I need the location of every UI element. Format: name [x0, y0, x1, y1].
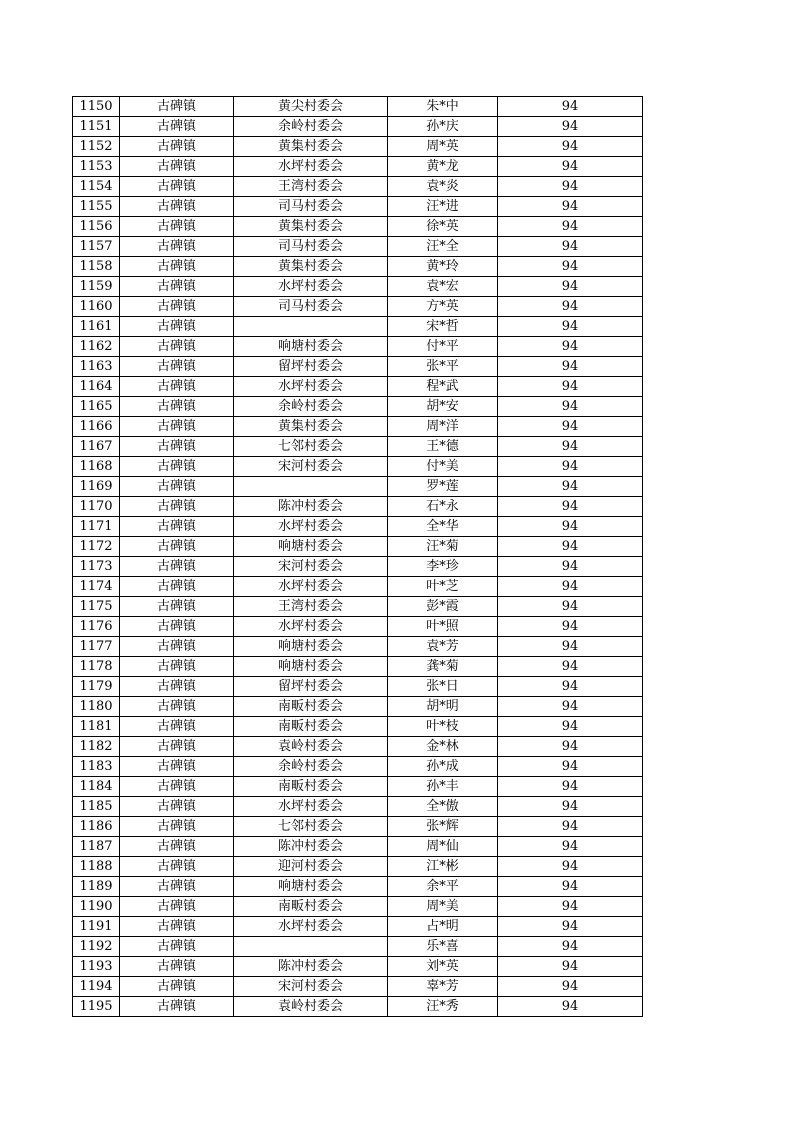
town-cell: 古碑镇 — [120, 197, 234, 217]
table-row — [73, 817, 643, 837]
score-cell: 94 — [498, 157, 643, 177]
town-cell: 古碑镇 — [120, 837, 234, 857]
name-cell: 汪*菊 — [388, 537, 498, 557]
town-cell: 古碑镇 — [120, 297, 234, 317]
row-number-cell: 1165 — [73, 397, 120, 417]
name-cell: 汪*秀 — [388, 997, 498, 1017]
score-cell: 94 — [498, 577, 643, 597]
score-cell: 94 — [498, 437, 643, 457]
name-cell: 孙*成 — [388, 757, 498, 777]
village-committee-cell: 宋河村委会 — [234, 557, 388, 577]
name-cell: 汪*进 — [388, 197, 498, 217]
name-cell: 龚*菊 — [388, 657, 498, 677]
village-committee-cell: 响塘村委会 — [234, 337, 388, 357]
table-row — [73, 557, 643, 577]
village-committee-cell — [234, 937, 388, 957]
village-committee-cell: 司马村委会 — [234, 197, 388, 217]
village-committee-cell: 水坪村委会 — [234, 377, 388, 397]
table-row — [73, 737, 643, 757]
table-row — [73, 677, 643, 697]
village-committee-cell: 响塘村委会 — [234, 657, 388, 677]
row-number-cell: 1156 — [73, 217, 120, 237]
name-cell: 李*珍 — [388, 557, 498, 577]
town-cell: 古碑镇 — [120, 437, 234, 457]
town-cell: 古碑镇 — [120, 237, 234, 257]
name-cell: 余*平 — [388, 877, 498, 897]
town-cell: 古碑镇 — [120, 717, 234, 737]
name-cell: 乐*喜 — [388, 937, 498, 957]
village-committee-cell: 司马村委会 — [234, 237, 388, 257]
table-row — [73, 177, 643, 197]
name-cell: 孙*庆 — [388, 117, 498, 137]
table-row — [73, 137, 643, 157]
row-number-cell: 1187 — [73, 837, 120, 857]
row-number-cell: 1182 — [73, 737, 120, 757]
row-number-cell: 1189 — [73, 877, 120, 897]
table-row — [73, 957, 643, 977]
score-cell: 94 — [498, 297, 643, 317]
table-row — [73, 377, 643, 397]
village-committee-cell: 司马村委会 — [234, 297, 388, 317]
score-cell: 94 — [498, 937, 643, 957]
village-committee-cell: 南畈村委会 — [234, 697, 388, 717]
table-row — [73, 797, 643, 817]
town-cell: 古碑镇 — [120, 977, 234, 997]
table-row — [73, 717, 643, 737]
town-cell: 古碑镇 — [120, 317, 234, 337]
row-number-cell: 1180 — [73, 697, 120, 717]
row-number-cell: 1158 — [73, 257, 120, 277]
score-cell: 94 — [498, 897, 643, 917]
table-row — [73, 317, 643, 337]
score-cell: 94 — [498, 377, 643, 397]
village-committee-cell — [234, 477, 388, 497]
name-cell: 付*平 — [388, 337, 498, 357]
village-committee-cell: 袁岭村委会 — [234, 997, 388, 1017]
row-number-cell: 1172 — [73, 537, 120, 557]
village-committee-cell: 袁岭村委会 — [234, 737, 388, 757]
name-cell: 张*日 — [388, 677, 498, 697]
table-row — [73, 257, 643, 277]
name-cell: 袁*炎 — [388, 177, 498, 197]
table-row — [73, 277, 643, 297]
row-number-cell: 1175 — [73, 597, 120, 617]
town-cell: 古碑镇 — [120, 597, 234, 617]
name-cell: 张*平 — [388, 357, 498, 377]
village-committee-cell: 响塘村委会 — [234, 537, 388, 557]
table-row — [73, 777, 643, 797]
row-number-cell: 1150 — [73, 97, 120, 117]
row-number-cell: 1154 — [73, 177, 120, 197]
row-number-cell: 1181 — [73, 717, 120, 737]
row-number-cell: 1160 — [73, 297, 120, 317]
score-cell: 94 — [498, 797, 643, 817]
village-committee-cell: 南畈村委会 — [234, 777, 388, 797]
name-cell: 张*辉 — [388, 817, 498, 837]
name-cell: 胡*明 — [388, 697, 498, 717]
row-number-cell: 1151 — [73, 117, 120, 137]
table-row — [73, 517, 643, 537]
name-cell: 王*德 — [388, 437, 498, 457]
row-number-cell: 1167 — [73, 437, 120, 457]
score-cell: 94 — [498, 837, 643, 857]
table-row — [73, 917, 643, 937]
name-cell: 袁*芳 — [388, 637, 498, 657]
score-cell: 94 — [498, 957, 643, 977]
score-cell: 94 — [498, 757, 643, 777]
village-committee-cell: 余岭村委会 — [234, 117, 388, 137]
score-cell: 94 — [498, 457, 643, 477]
score-cell: 94 — [498, 357, 643, 377]
row-number-cell: 1170 — [73, 497, 120, 517]
table-row — [73, 217, 643, 237]
row-number-cell: 1178 — [73, 657, 120, 677]
row-number-cell: 1155 — [73, 197, 120, 217]
table-row — [73, 457, 643, 477]
village-committee-cell: 水坪村委会 — [234, 157, 388, 177]
village-committee-cell: 陈冲村委会 — [234, 837, 388, 857]
row-number-cell: 1163 — [73, 357, 120, 377]
score-cell: 94 — [498, 917, 643, 937]
name-cell: 全*华 — [388, 517, 498, 537]
name-cell: 程*武 — [388, 377, 498, 397]
row-number-cell: 1190 — [73, 897, 120, 917]
village-committee-cell: 七邻村委会 — [234, 437, 388, 457]
village-committee-cell: 南畈村委会 — [234, 717, 388, 737]
town-cell: 古碑镇 — [120, 117, 234, 137]
row-number-cell: 1195 — [73, 997, 120, 1017]
name-cell: 胡*安 — [388, 397, 498, 417]
town-cell: 古碑镇 — [120, 997, 234, 1017]
score-cell: 94 — [498, 477, 643, 497]
village-committee-cell: 留坪村委会 — [234, 677, 388, 697]
name-cell: 孙*丰 — [388, 777, 498, 797]
table-row — [73, 237, 643, 257]
table-row — [73, 577, 643, 597]
table-row — [73, 297, 643, 317]
village-committee-cell: 余岭村委会 — [234, 397, 388, 417]
table-row — [73, 937, 643, 957]
village-committee-cell: 水坪村委会 — [234, 517, 388, 537]
score-cell: 94 — [498, 117, 643, 137]
town-cell: 古碑镇 — [120, 157, 234, 177]
table-row — [73, 597, 643, 617]
village-committee-cell: 黄集村委会 — [234, 137, 388, 157]
table-row — [73, 357, 643, 377]
name-cell: 刘*英 — [388, 957, 498, 977]
row-number-cell: 1188 — [73, 857, 120, 877]
table-row — [73, 857, 643, 877]
table-row — [73, 657, 643, 677]
table-row — [73, 697, 643, 717]
table-row — [73, 837, 643, 857]
village-committee-cell: 宋河村委会 — [234, 457, 388, 477]
table-row — [73, 497, 643, 517]
town-cell: 古碑镇 — [120, 377, 234, 397]
name-cell: 黄*龙 — [388, 157, 498, 177]
town-cell: 古碑镇 — [120, 477, 234, 497]
row-number-cell: 1193 — [73, 957, 120, 977]
row-number-cell: 1162 — [73, 337, 120, 357]
row-number-cell: 1159 — [73, 277, 120, 297]
village-committee-cell: 余岭村委会 — [234, 757, 388, 777]
town-cell: 古碑镇 — [120, 657, 234, 677]
row-number-cell: 1166 — [73, 417, 120, 437]
town-cell: 古碑镇 — [120, 917, 234, 937]
village-committee-cell: 水坪村委会 — [234, 617, 388, 637]
name-cell: 金*林 — [388, 737, 498, 757]
town-cell: 古碑镇 — [120, 777, 234, 797]
row-number-cell: 1161 — [73, 317, 120, 337]
score-cell: 94 — [498, 277, 643, 297]
table-row — [73, 97, 643, 117]
table-row — [73, 117, 643, 137]
row-number-cell: 1183 — [73, 757, 120, 777]
table-row — [73, 477, 643, 497]
name-cell: 江*彬 — [388, 857, 498, 877]
row-number-cell: 1164 — [73, 377, 120, 397]
score-cell: 94 — [498, 597, 643, 617]
score-cell: 94 — [498, 337, 643, 357]
table-row — [73, 897, 643, 917]
village-committee-cell: 七邻村委会 — [234, 817, 388, 837]
score-cell: 94 — [498, 197, 643, 217]
name-cell: 方*英 — [388, 297, 498, 317]
town-cell: 古碑镇 — [120, 697, 234, 717]
town-cell: 古碑镇 — [120, 797, 234, 817]
row-number-cell: 1185 — [73, 797, 120, 817]
town-cell: 古碑镇 — [120, 177, 234, 197]
table-row — [73, 397, 643, 417]
village-committee-cell: 陈冲村委会 — [234, 497, 388, 517]
row-number-cell: 1171 — [73, 517, 120, 537]
row-number-cell: 1179 — [73, 677, 120, 697]
score-cell: 94 — [498, 617, 643, 637]
data-table — [72, 96, 643, 1017]
score-cell: 94 — [498, 217, 643, 237]
name-cell: 辜*芳 — [388, 977, 498, 997]
village-committee-cell: 黄集村委会 — [234, 257, 388, 277]
row-number-cell: 1191 — [73, 917, 120, 937]
row-number-cell: 1176 — [73, 617, 120, 637]
score-cell: 94 — [498, 997, 643, 1017]
town-cell: 古碑镇 — [120, 337, 234, 357]
table-row — [73, 537, 643, 557]
town-cell: 古碑镇 — [120, 577, 234, 597]
score-cell: 94 — [498, 557, 643, 577]
town-cell: 古碑镇 — [120, 217, 234, 237]
table-row — [73, 157, 643, 177]
town-cell: 古碑镇 — [120, 857, 234, 877]
score-cell: 94 — [498, 637, 643, 657]
name-cell: 彭*霞 — [388, 597, 498, 617]
row-number-cell: 1174 — [73, 577, 120, 597]
town-cell: 古碑镇 — [120, 537, 234, 557]
town-cell: 古碑镇 — [120, 817, 234, 837]
name-cell: 周*仙 — [388, 837, 498, 857]
village-committee-cell: 黄集村委会 — [234, 417, 388, 437]
town-cell: 古碑镇 — [120, 397, 234, 417]
town-cell: 古碑镇 — [120, 897, 234, 917]
score-cell: 94 — [498, 857, 643, 877]
name-cell: 罗*莲 — [388, 477, 498, 497]
town-cell: 古碑镇 — [120, 637, 234, 657]
village-committee-cell: 留坪村委会 — [234, 357, 388, 377]
name-cell: 石*永 — [388, 497, 498, 517]
score-cell: 94 — [498, 257, 643, 277]
table-row — [73, 757, 643, 777]
town-cell: 古碑镇 — [120, 517, 234, 537]
village-committee-cell: 南畈村委会 — [234, 897, 388, 917]
score-cell: 94 — [498, 237, 643, 257]
name-cell: 袁*宏 — [388, 277, 498, 297]
village-committee-cell: 黄集村委会 — [234, 217, 388, 237]
table-row — [73, 997, 643, 1017]
table-row — [73, 877, 643, 897]
town-cell: 古碑镇 — [120, 677, 234, 697]
town-cell: 古碑镇 — [120, 737, 234, 757]
town-cell: 古碑镇 — [120, 357, 234, 377]
village-committee-cell: 陈冲村委会 — [234, 957, 388, 977]
table-row — [73, 977, 643, 997]
town-cell: 古碑镇 — [120, 97, 234, 117]
score-cell: 94 — [498, 697, 643, 717]
score-cell: 94 — [498, 817, 643, 837]
score-cell: 94 — [498, 677, 643, 697]
row-number-cell: 1168 — [73, 457, 120, 477]
score-cell: 94 — [498, 177, 643, 197]
table-row — [73, 197, 643, 217]
name-cell: 叶*照 — [388, 617, 498, 637]
village-committee-cell: 王湾村委会 — [234, 597, 388, 617]
village-committee-cell: 宋河村委会 — [234, 977, 388, 997]
table-row — [73, 337, 643, 357]
village-committee-cell: 水坪村委会 — [234, 577, 388, 597]
town-cell: 古碑镇 — [120, 757, 234, 777]
village-committee-cell: 迎河村委会 — [234, 857, 388, 877]
town-cell: 古碑镇 — [120, 877, 234, 897]
score-cell: 94 — [498, 97, 643, 117]
village-committee-cell: 响塘村委会 — [234, 637, 388, 657]
score-cell: 94 — [498, 657, 643, 677]
name-cell: 叶*芝 — [388, 577, 498, 597]
row-number-cell: 1194 — [73, 977, 120, 997]
row-number-cell: 1169 — [73, 477, 120, 497]
score-cell: 94 — [498, 497, 643, 517]
score-cell: 94 — [498, 137, 643, 157]
village-committee-cell: 水坪村委会 — [234, 917, 388, 937]
row-number-cell: 1153 — [73, 157, 120, 177]
score-cell: 94 — [498, 417, 643, 437]
name-cell: 周*美 — [388, 897, 498, 917]
name-cell: 汪*全 — [388, 237, 498, 257]
row-number-cell: 1173 — [73, 557, 120, 577]
name-cell: 全*傲 — [388, 797, 498, 817]
town-cell: 古碑镇 — [120, 617, 234, 637]
table-row — [73, 617, 643, 637]
town-cell: 古碑镇 — [120, 417, 234, 437]
score-cell: 94 — [498, 717, 643, 737]
row-number-cell: 1177 — [73, 637, 120, 657]
village-committee-cell: 水坪村委会 — [234, 277, 388, 297]
town-cell: 古碑镇 — [120, 457, 234, 477]
name-cell: 周*洋 — [388, 417, 498, 437]
town-cell: 古碑镇 — [120, 937, 234, 957]
row-number-cell: 1184 — [73, 777, 120, 797]
town-cell: 古碑镇 — [120, 137, 234, 157]
town-cell: 古碑镇 — [120, 497, 234, 517]
score-cell: 94 — [498, 537, 643, 557]
name-cell: 叶*枝 — [388, 717, 498, 737]
score-cell: 94 — [498, 517, 643, 537]
village-committee-cell: 黄尖村委会 — [234, 97, 388, 117]
village-committee-cell: 水坪村委会 — [234, 797, 388, 817]
town-cell: 古碑镇 — [120, 257, 234, 277]
score-cell: 94 — [498, 317, 643, 337]
town-cell: 古碑镇 — [120, 277, 234, 297]
score-cell: 94 — [498, 737, 643, 757]
village-committee-cell: 王湾村委会 — [234, 177, 388, 197]
table-body — [73, 97, 643, 1017]
name-cell: 付*美 — [388, 457, 498, 477]
score-cell: 94 — [498, 777, 643, 797]
table-row — [73, 437, 643, 457]
row-number-cell: 1157 — [73, 237, 120, 257]
village-committee-cell: 响塘村委会 — [234, 877, 388, 897]
row-number-cell: 1192 — [73, 937, 120, 957]
town-cell: 古碑镇 — [120, 557, 234, 577]
name-cell: 占*明 — [388, 917, 498, 937]
table-row — [73, 417, 643, 437]
score-cell: 94 — [498, 977, 643, 997]
name-cell: 徐*英 — [388, 217, 498, 237]
table-row — [73, 637, 643, 657]
score-cell: 94 — [498, 877, 643, 897]
name-cell: 周*英 — [388, 137, 498, 157]
row-number-cell: 1152 — [73, 137, 120, 157]
name-cell: 朱*中 — [388, 97, 498, 117]
town-cell: 古碑镇 — [120, 957, 234, 977]
village-committee-cell — [234, 317, 388, 337]
name-cell: 黄*玲 — [388, 257, 498, 277]
name-cell: 宋*哲 — [388, 317, 498, 337]
score-cell: 94 — [498, 397, 643, 417]
row-number-cell: 1186 — [73, 817, 120, 837]
